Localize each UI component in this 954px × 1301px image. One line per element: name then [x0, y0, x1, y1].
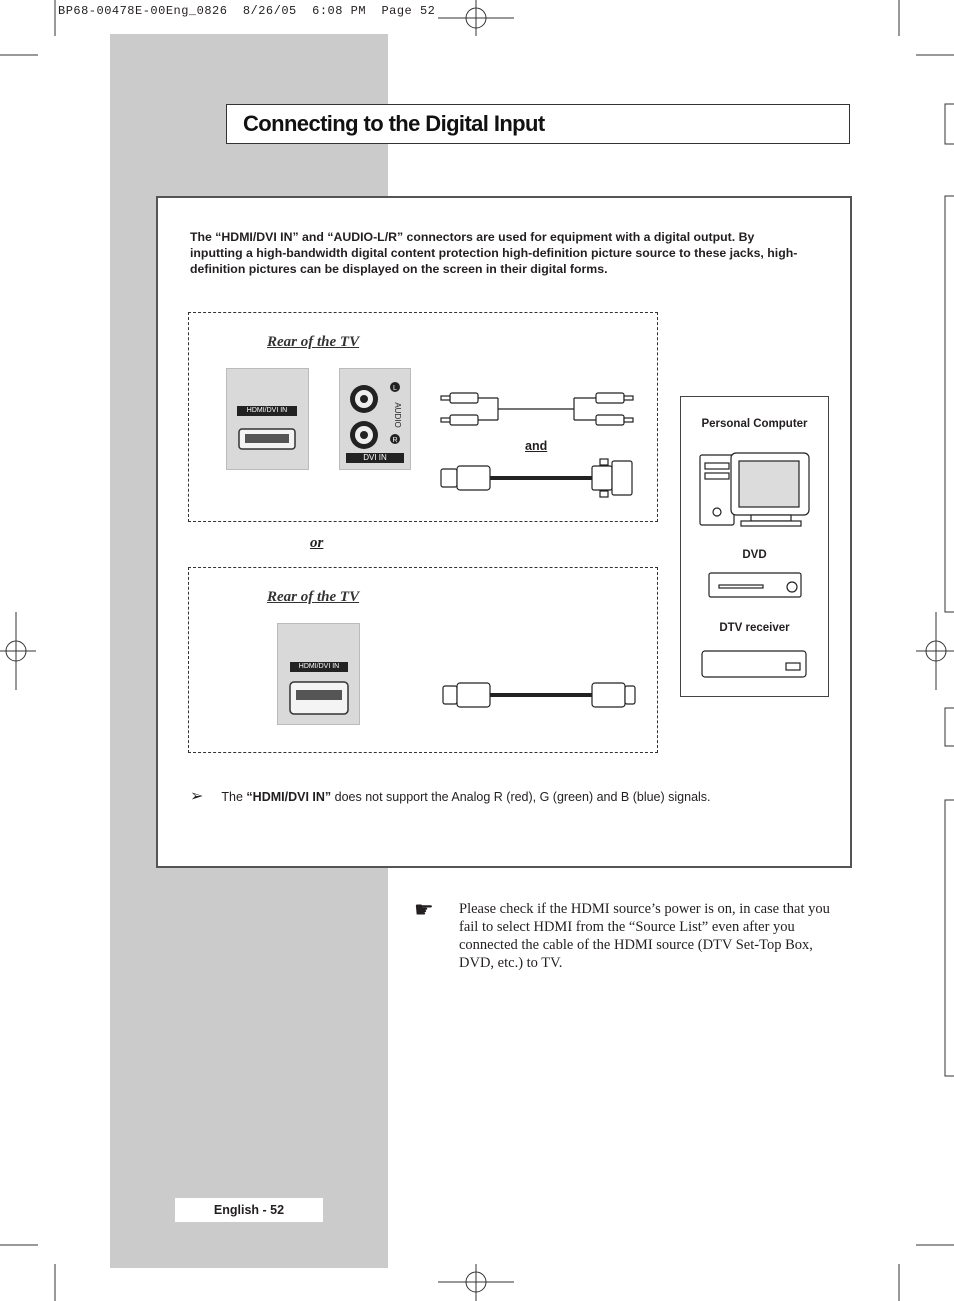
- note-suffix: does not support the Analog R (red), G (green) and B (blue) signals.: [331, 790, 711, 804]
- or-label: or: [310, 535, 324, 551]
- pointing-hand-icon: ☛: [414, 897, 434, 922]
- dtv-label: DTV receiver: [719, 622, 790, 634]
- tip-text: Please check if the HDMI source’s power is on, in case that you fail to select HDMI from the “Source List” even after you connected the cable of the HDMI source (DTV Set-Top Box, DVD, etc.) to TV.: [459, 901, 830, 971]
- intro-text: The “HDMI/DVI IN” and “AUDIO-L/R” connectors are used for equipment with a digital output. By inputting a high-bandwidth digital content protection high-definition picture source to these jacks, high-definition pictures can be displayed on the screen in their digital forms.: [190, 230, 798, 276]
- print-header: BP68-00478E-00Eng_0826 8/26/05 6:08 PM Page 52: [58, 4, 436, 18]
- page-footer: English - 52: [175, 1198, 323, 1222]
- page-title: Connecting to the Digital Input: [243, 111, 545, 136]
- hdmi-port-label-1: HDMI/DVI IN: [237, 406, 297, 416]
- hdmi-port-label-2: HDMI/DVI IN: [290, 662, 348, 672]
- audio-text: AUDIO: [393, 402, 402, 428]
- device-box: [680, 396, 829, 697]
- note-prefix: The: [221, 790, 247, 804]
- diagram-2-rear-label: Rear of the TV: [267, 589, 360, 605]
- device-icons: [681, 397, 830, 698]
- arrow-icon: ➢: [190, 788, 204, 805]
- audio-r-text: R: [392, 437, 398, 444]
- pc-label: Personal Computer: [701, 418, 808, 430]
- audio-l-text: L: [393, 385, 397, 392]
- dvi-in-label: DVI IN: [346, 453, 404, 463]
- and-label: and: [525, 439, 548, 453]
- diagram-1-rear-label: Rear of the TV: [267, 334, 360, 350]
- note-emphasis: “HDMI/DVI IN”: [246, 790, 332, 804]
- dvd-label: DVD: [742, 549, 767, 561]
- note: [190, 786, 711, 806]
